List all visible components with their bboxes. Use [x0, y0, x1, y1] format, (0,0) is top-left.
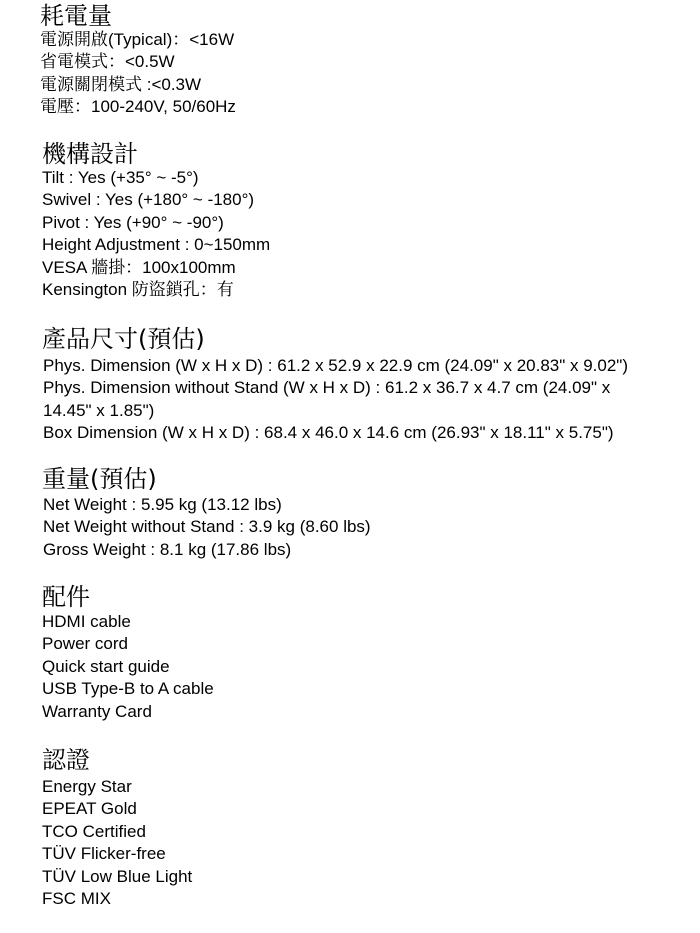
- spec-line: HDMI cable: [42, 612, 131, 631]
- spec-line: VESA 牆掛：100x100mm: [42, 257, 236, 277]
- spec-list: [42, 776, 192, 910]
- section-heading: 耗電量: [40, 2, 112, 30]
- spec-line: Power cord: [42, 634, 128, 654]
- spec-line: Kensington 防盜鎖孔：有: [42, 279, 234, 299]
- spec-line: 省電模式：<0.5W: [40, 52, 175, 72]
- spec-line: Height Adjustment : 0~150mm: [42, 235, 271, 255]
- spec-line: Swivel : Yes (+180° ~ -180°): [42, 190, 255, 210]
- spec-line: Net Weight : 5.95 kg (13.12 lbs): [43, 495, 282, 514]
- spec-line: Net Weight without Stand : 3.9 kg (8.60 lbs): [43, 517, 371, 537]
- spec-list: [43, 494, 371, 561]
- spec-line: USB Type-B to A cable: [42, 679, 214, 699]
- section-heading: 重量(預估): [42, 465, 157, 493]
- spec-line: EPEAT Gold: [42, 799, 137, 819]
- section-heading: 產品尺寸(預估): [42, 325, 205, 353]
- spec-line: Box Dimension (W x H x D) : 68.4 x 46.0 x 14.6 cm (26.93" x 18.11" x 5.75"): [43, 423, 614, 443]
- spec-line: Gross Weight : 8.1 kg (17.86 lbs): [43, 539, 292, 559]
- section-heading: 配件: [42, 583, 90, 611]
- spec-line: TCO Certified: [42, 821, 146, 841]
- spec-line: Energy Star: [42, 777, 132, 796]
- spec-line: Warranty Card: [42, 701, 152, 721]
- spec-line: 電源關閉模式 :<0.3W: [40, 74, 202, 94]
- spec-list: [40, 29, 236, 119]
- spec-line: TÜV Flicker-free: [42, 844, 166, 864]
- spec-line: Phys. Dimension without Stand (W x H x D) : 61.2 x 36.7 x 4.7 cm (24.09" x 14.45" x 1.85"): [43, 378, 611, 420]
- spec-line: 電源開啟(Typical)：<16W: [40, 30, 235, 49]
- spec-line: Phys. Dimension (W x H x D) : 61.2 x 52.9 x 22.9 cm (24.09" x 20.83" x 9.02"): [43, 356, 629, 375]
- spec-line: 電壓：100-240V, 50/60Hz: [40, 97, 236, 117]
- section-heading: 機構設計: [42, 140, 138, 168]
- section-heading: 認證: [42, 746, 90, 774]
- spec-line: Pivot : Yes (+90° ~ -90°): [42, 212, 224, 232]
- spec-line: TÜV Low Blue Light: [42, 866, 193, 886]
- spec-list: [43, 355, 658, 445]
- spec-line: Quick start guide: [42, 656, 170, 676]
- spec-line: Tilt : Yes (+35° ~ -5°): [42, 168, 199, 187]
- spec-list: [42, 167, 270, 301]
- spec-line: FSC MIX: [42, 888, 111, 908]
- spec-list: [42, 611, 214, 723]
